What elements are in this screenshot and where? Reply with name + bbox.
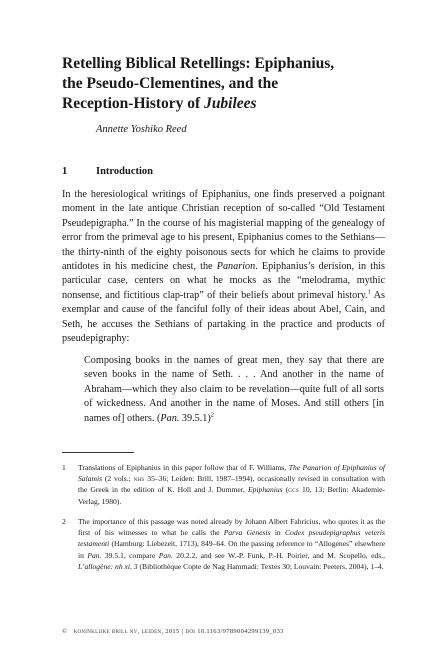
fn1-part-c: 35–36; Leiden: Brill, 1987–1994), occasionally revised in consultation with the Greek in the edition of K. Holl and J. Dummer, [78, 474, 385, 495]
title-line-2: the Pseudo-Clementines, and the [62, 75, 279, 92]
fn2-part-f: (Bibliothèque Copte de Nag Hammadi: Textes 30; Louvain: Peeters, 2004), 1–4. [137, 561, 384, 571]
fn2-italic-pan-2: Pan. [158, 550, 173, 560]
fn1-part-e: 10, 13; Berlin: Akademie-Verlag, 1980). [78, 485, 385, 506]
fn1-series-nhs: nhs [133, 474, 145, 484]
title-line-3-prefix: Reception-History of [62, 95, 205, 112]
fn2-italic-codex: Codex pseudepigraphus veteris testamenti [78, 528, 385, 549]
doi-text: doi 10.1163/9789004299139_033 [185, 628, 284, 635]
section-title: Introduction [96, 166, 153, 177]
quote-cite-pan: Pan. [160, 412, 180, 424]
fn2-italic-parva-genesis: Parva Genesis [223, 528, 271, 538]
fn2-part-d: 39.5.1, compare [101, 550, 159, 560]
fn1-part-a: Translations of Epiphanius in this paper follow that of F. Williams, [78, 463, 289, 472]
author-name: Annette Yoshiko Reed [96, 124, 187, 135]
quote-text: Composing books in the names of great men, they say that there are seven books in the name of Seth. . . . And another in the name of Abraham—which they also claim to be revelation—quite full of all sorts of wickedness. And another in the name of Moses. And still others [in names of] others. ( [84, 355, 384, 424]
page-footer [62, 628, 392, 635]
section-number: 1 [62, 166, 68, 177]
fn1-series-gcs: gcs [288, 485, 299, 495]
publisher-line: koninklijke brill nv, leiden, 2015 [73, 628, 180, 635]
footnote-1-text [78, 462, 385, 507]
title-jubilees: Jubilees [204, 95, 257, 112]
section-heading [62, 166, 153, 177]
fn2-italic-pan-1: Pan. [87, 550, 102, 560]
quote-cite-rest: 39.5.1) [179, 412, 211, 424]
title-line-1: Retelling Biblical Retellings: Epiphanius, [62, 55, 335, 72]
footnote-2-number: 2 [62, 517, 66, 526]
body-text-a: In the heresiological writings of Epiphanius, one finds preserved a poignant moment in the late antique Christian reception of so-called “Old Testament Pseudepigrapha.” In the course of his magisterial mapping of the genealogy of error from the primeval age to his present, Epiphanius comes to the Sethians—the thirty-ninth of the eighty poisonous sects for which he claims to provide antidotes in his medicine chest, the [62, 189, 385, 273]
fn2-part-e: 20.2.2, and see W.-P. Funk, P.-H. Poirier, and M. Scopello, eds., [172, 550, 386, 560]
body-text-b: . Epiphanius’s derision, in this particular case, centers on what he mocks as the “melodrama, mythic nonsense, and fictitious clap-trap” of their beliefs about primeval history. [62, 261, 385, 301]
fn2-part-c: (Hamburg: Liebezeit, 1713), 849–64. On the passing reference to “Allogenes” elsewhere in [78, 539, 385, 560]
footnote-ref-2[interactable]: 2 [210, 411, 215, 419]
footer-separator: | [181, 628, 184, 635]
fn1-italic-title: The Panarion of Epiphanius of Salamis [78, 463, 385, 484]
fn2-part-a: The importance of this passage was noted already by Johann Albert Fabricius, who quotes it as the first of his witnesses to what he calls the [78, 517, 385, 538]
fn1-part-b: (2 vols.; [102, 474, 134, 484]
footnote-2 [62, 516, 385, 572]
fn1-part-d: ( [282, 485, 289, 495]
body-paragraph [62, 188, 385, 346]
fn2-part-b: in [270, 528, 285, 538]
article-title [62, 54, 392, 114]
footnote-1 [62, 462, 385, 507]
footnote-ref-1[interactable]: 1 [367, 288, 371, 296]
fn1-italic-epiphanius: Epiphanius [248, 485, 283, 495]
block-quote [84, 354, 384, 426]
body-panarion: Panarion [216, 261, 256, 273]
body-text-c: As exemplar and cause of the fanciful folly of their ideas about Abel, Cain, and Seth, he accuses the Sethians of partaking in the practice and products of pseudepigraphy: [62, 289, 385, 345]
fn2-italic-allogene: L’allogène: nh xi, 3 [78, 561, 138, 571]
footnote-2-text [78, 516, 385, 572]
footnote-1-number: 1 [62, 463, 66, 472]
copyright-symbol: © [62, 628, 68, 635]
footnote-rule [62, 452, 134, 453]
